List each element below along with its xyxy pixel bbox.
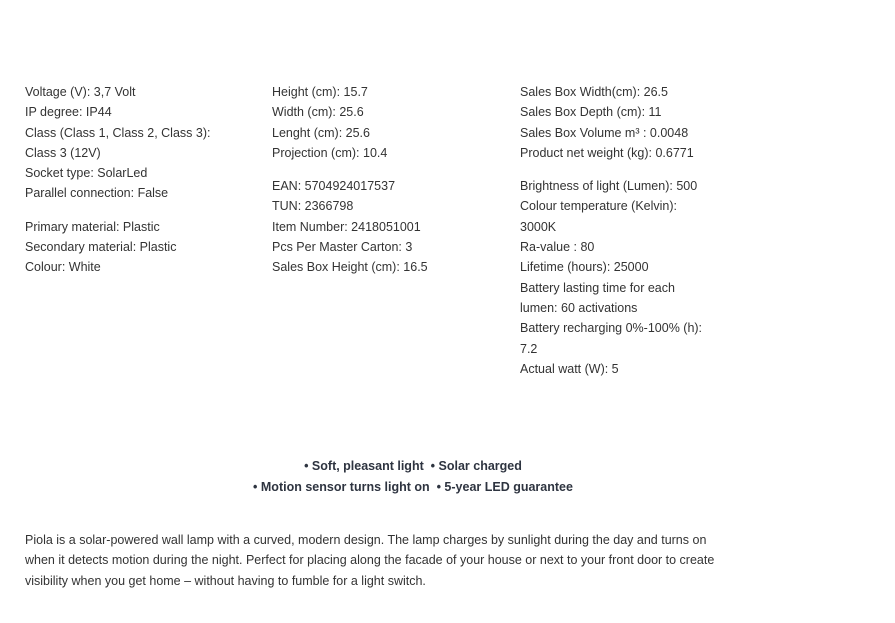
spec-projection: Projection (cm): 10.4 xyxy=(272,145,388,160)
spec-group-identifiers xyxy=(272,176,512,277)
spec-pcs-per-carton: Pcs Per Master Carton: 3 xyxy=(272,240,413,255)
spec-column-electrical-material xyxy=(25,82,265,291)
description-line: when it detects motion during the night. Perfect for placing along the facade of your house or next to your front door to create xyxy=(25,553,715,568)
spec-colour: Colour: White xyxy=(25,260,101,275)
spec-battery-recharging-label: Battery recharging 0%-100% (h): xyxy=(520,321,703,336)
spec-lifetime: Lifetime (hours): 25000 xyxy=(520,260,649,275)
feature-highlights xyxy=(0,456,826,497)
spec-sales-box-height: Sales Box Height (cm): 16.5 xyxy=(272,260,428,275)
spec-length: Lenght (cm): 25.6 xyxy=(272,125,370,140)
spec-battery-recharging-value: 7.2 xyxy=(520,341,538,356)
highlight-line: • Motion sensor turns light on • 5-year LED guarantee xyxy=(253,479,573,494)
spec-height: Height (cm): 15.7 xyxy=(272,85,368,99)
spec-group-material xyxy=(25,217,265,278)
spec-ip-degree: IP degree: IP44 xyxy=(25,105,112,120)
spec-battery-lasting-value: lumen: 60 activations xyxy=(520,300,638,315)
spec-ean: EAN: 5704924017537 xyxy=(272,179,396,194)
spec-group-light xyxy=(520,176,760,379)
spec-sales-box-width: Sales Box Width(cm): 26.5 xyxy=(520,85,668,99)
spec-primary-material: Primary material: Plastic xyxy=(25,219,160,234)
highlight-line: • Soft, pleasant light • Solar charged xyxy=(304,459,522,473)
spec-item-number: Item Number: 2418051001 xyxy=(272,219,421,234)
spec-socket-type: Socket type: SolarLed xyxy=(25,166,148,181)
spec-sales-box-depth: Sales Box Depth (cm): 11 xyxy=(520,105,662,120)
spec-group-electrical xyxy=(25,82,265,204)
spec-secondary-material: Secondary material: Plastic xyxy=(25,240,177,255)
spec-width: Width (cm): 25.6 xyxy=(272,105,364,120)
spec-ra-value: Ra-value : 80 xyxy=(520,240,595,255)
spec-column-box-light xyxy=(520,82,760,392)
spec-tun: TUN: 2366798 xyxy=(272,199,354,214)
description-line: visibility when you get home – without having to fumble for a light switch. xyxy=(25,573,426,588)
spec-actual-watt: Actual watt (W): 5 xyxy=(520,361,619,376)
spec-voltage: Voltage (V): 3,7 Volt xyxy=(25,85,136,99)
spec-sales-box-volume: Sales Box Volume m³ : 0.0048 xyxy=(520,125,689,140)
spec-group-dimensions xyxy=(272,82,512,163)
spec-class-label: Class (Class 1, Class 2, Class 3): xyxy=(25,125,211,140)
spec-group-sales-box xyxy=(520,82,760,163)
spec-net-weight: Product net weight (kg): 0.6771 xyxy=(520,145,694,160)
spec-brightness: Brightness of light (Lumen): 500 xyxy=(520,179,698,194)
spec-parallel-connection: Parallel connection: False xyxy=(25,186,169,201)
spec-battery-lasting-label: Battery lasting time for each xyxy=(520,280,675,295)
spec-colour-temperature-value: 3000K xyxy=(520,219,557,234)
spec-colour-temperature-label: Colour temperature (Kelvin): xyxy=(520,199,678,214)
description-line: Piola is a solar-powered wall lamp with a curved, modern design. The lamp charges by sunlight during the day and turns on xyxy=(25,533,707,547)
spec-column-dimensions-ids xyxy=(272,82,512,291)
product-description xyxy=(25,530,785,591)
spec-class-value: Class 3 (12V) xyxy=(25,145,101,160)
